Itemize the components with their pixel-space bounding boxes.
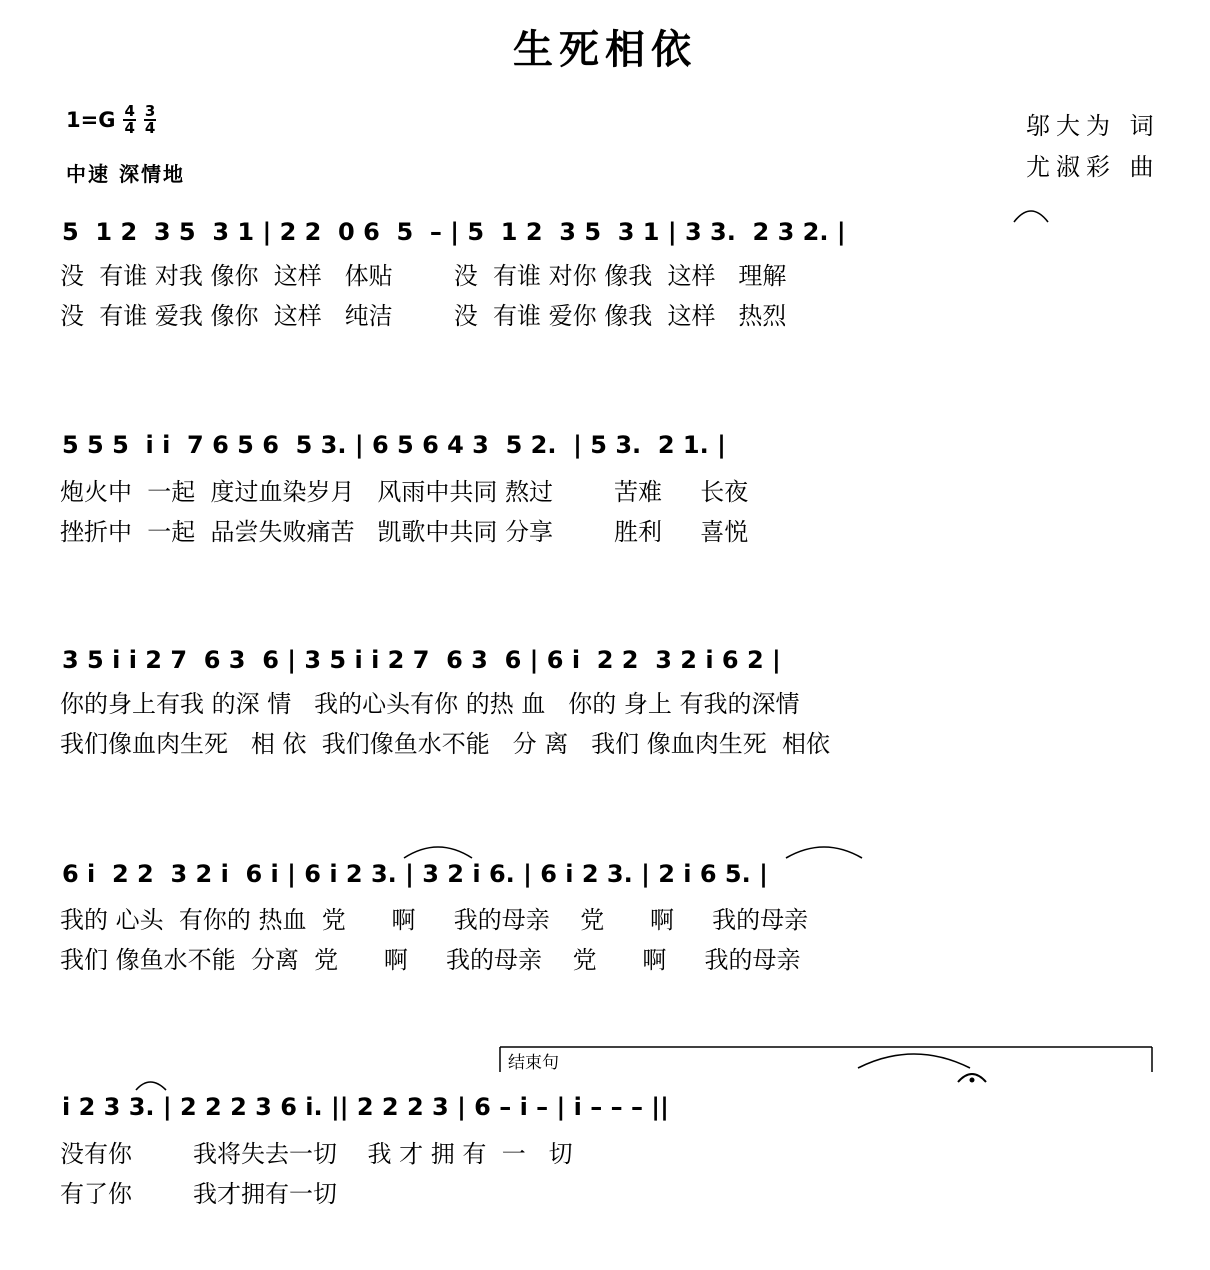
lyric-verse-2: 没 有谁 爱我 像你 这样 纯洁 没 有谁 爱你 像我 这样 热烈 <box>60 302 787 330</box>
notation-line: 5 1 2 3 5 3 1 | 2 2 0 6 5 – | 5 1 2 3 5 3 1 | 3 3. 2 3 2. | <box>62 218 846 246</box>
coda-label: 结束句 <box>508 1053 559 1073</box>
coda-bracket <box>136 1047 1152 1090</box>
notation-line: i 2 3 3. | 2 2 2 3 6 i. || 2 2 2 3 | 6 – i – | i – – – || <box>62 1093 669 1121</box>
tie-arc <box>1014 211 1048 222</box>
lyric-verse-2: 我们像血肉生死 相 依 我们像鱼水不能 分 离 我们 像血肉生死 相依 <box>60 730 831 758</box>
composer-credit: 尤淑彩 曲 <box>1026 153 1160 181</box>
lyric-verse-1: 你的身上有我 的深 情 我的心头有你 的热 血 你的 身上 有我的深情 <box>60 690 800 718</box>
tie-arc <box>786 847 862 858</box>
tie-arc <box>858 1054 970 1068</box>
lyric-verse-1: 炮火中 一起 度过血染岁月 风雨中共同 熬过 苦难 长夜 <box>60 478 749 506</box>
notation-line: 5 5 5 i i 7 6 5 6 5 3. | 6 5 6 4 3 5 2. | 5 3. 2 1. | <box>62 431 726 459</box>
lyric-verse-2: 有了你 我才拥有一切 <box>60 1180 338 1208</box>
score-system-2 <box>60 431 1150 546</box>
notation-line: 6 i 2 2 3 2 i 6 i | 6 i 2 3. | 3 2 i 6. | 6 i 2 3. | 2 i 6 5. | <box>62 860 768 888</box>
time-signature-2: 3 4 <box>144 102 156 137</box>
lyric-verse-2: 我们 像鱼水不能 分离 党 啊 我的母亲 党 啊 我的母亲 <box>60 946 801 974</box>
score-system-3 <box>60 646 1150 758</box>
lyric-verse-1: 我的 心头 有你的 热血 党 啊 我的母亲 党 啊 我的母亲 <box>60 906 809 934</box>
tie-arc <box>136 1082 166 1090</box>
song-title: 生死相依 <box>513 26 697 73</box>
time-signature-1: 4 4 <box>124 102 135 137</box>
key-label: 1=G <box>66 108 116 132</box>
tie-arc <box>404 847 472 858</box>
lyric-verse-2: 挫折中 一起 品尝失败痛苦 凯歌中共同 分享 胜利 喜悦 <box>60 518 749 546</box>
lyric-verse-1: 没有你 我将失去一切 我 才 拥 有 一 切 <box>60 1140 573 1168</box>
score-system-5 <box>60 1093 1150 1208</box>
tempo-marking: 中速 深情地 <box>66 162 185 186</box>
score-system-1 <box>60 218 1150 330</box>
fermata-dot <box>970 1078 975 1083</box>
lyric-verse-1: 没 有谁 对我 像你 这样 体贴 没 有谁 对你 像我 这样 理解 <box>60 262 787 290</box>
notation-line: 3 5 i i 2 7 6 3 6 | 3 5 i i 2 7 6 3 6 | 6 i 2 2 3 2 i 6 2 | <box>62 646 781 674</box>
score-system-4 <box>60 860 1150 974</box>
lyricist-credit: 邬大为 词 <box>1026 112 1160 140</box>
